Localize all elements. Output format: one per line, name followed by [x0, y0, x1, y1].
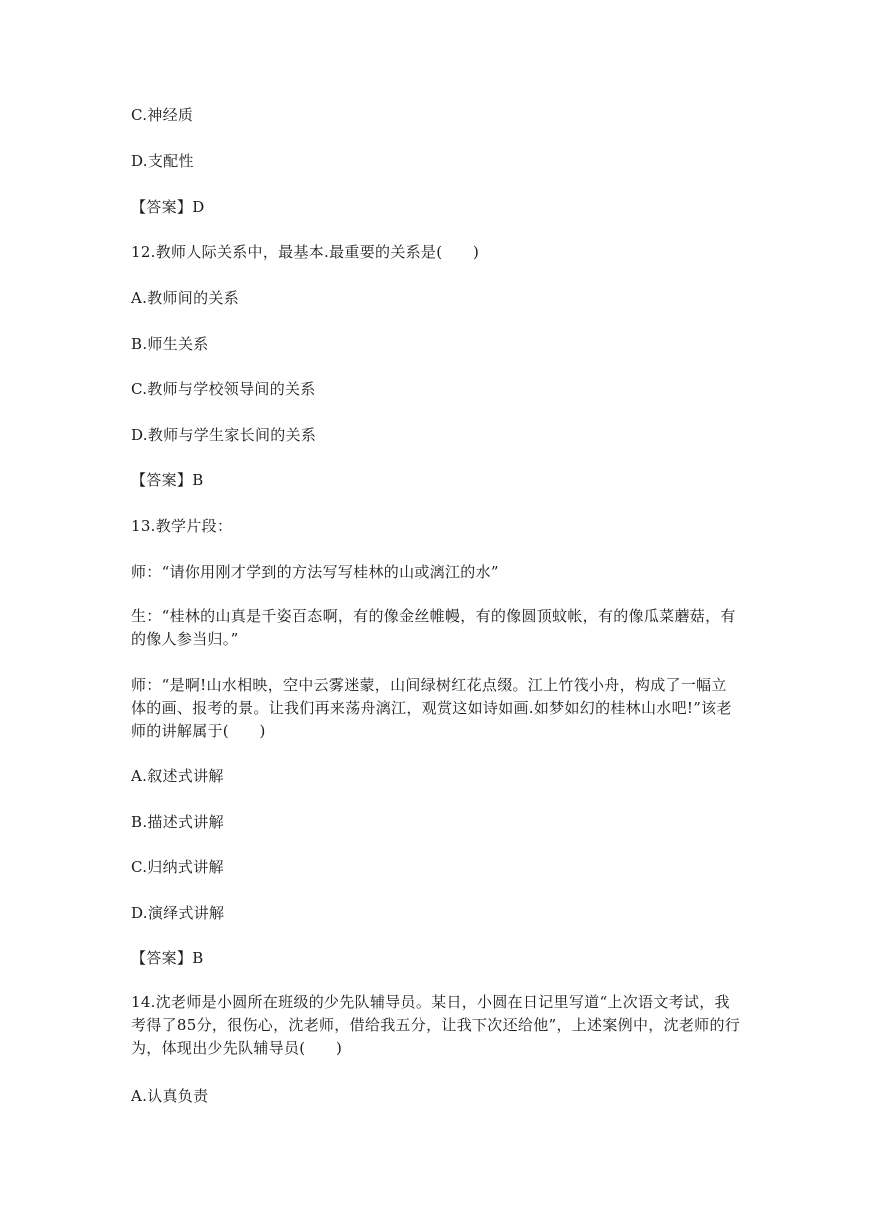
- q13-option-a: A.叙述式讲解: [131, 767, 224, 785]
- q12-option-b: B.师生关系: [131, 335, 209, 353]
- q13-option-b: B.描述式讲解: [131, 813, 224, 831]
- q13-teacher-explanation: 师：“是啊!山水相映，空中云雾迷蒙，山间绿树红花点缀。江上竹筏小舟，构成了一幅立体的画、报考的景。让我们再来荡舟漓江，观赏这如诗如画.如梦如幻的桂林山水吧!”该老师的讲解属于( ): [131, 676, 732, 740]
- q12-option-a: A.教师间的关系: [131, 289, 240, 307]
- q13-option-d: D.演绎式讲解: [131, 904, 225, 922]
- q11-option-d: D.支配性: [131, 152, 194, 170]
- q12-answer: 【答案】B: [131, 471, 204, 489]
- q13-student-line: 生：“桂林的山真是千姿百态啊，有的像金丝帷幔，有的像圆顶蚊帐，有的像瓜菜蘑菇，有的像人参当归。”: [131, 607, 736, 648]
- q11-answer: 【答案】D: [131, 198, 205, 216]
- q12-option-d: D.教师与学生家长间的关系: [131, 426, 317, 444]
- q14-question: 14.沈老师是小圆所在班级的少先队辅导员。某日，小圆在日记里写道“上次语文考试，我考得了85分，很伤心，沈老师，借给我五分，让我下次还给他”，上述案例中，沈老师的行为，体现出少先队辅导员( ): [131, 993, 741, 1057]
- q13-teacher-line: 师：“请你用刚才学到的方法写写桂林的山或漓江的水”: [131, 563, 499, 581]
- q12-question: 12.教师人际关系中，最基本.最重要的关系是( ): [131, 243, 480, 261]
- q13-option-c: C.归纳式讲解: [131, 858, 224, 876]
- q12-option-c: C.教师与学校领导间的关系: [131, 380, 316, 398]
- q11-option-c: C.神经质: [131, 106, 194, 124]
- q13-question: 13.教学片段：: [131, 517, 233, 535]
- q13-answer: 【答案】B: [131, 949, 204, 967]
- q14-option-a: A.认真负责: [131, 1087, 209, 1105]
